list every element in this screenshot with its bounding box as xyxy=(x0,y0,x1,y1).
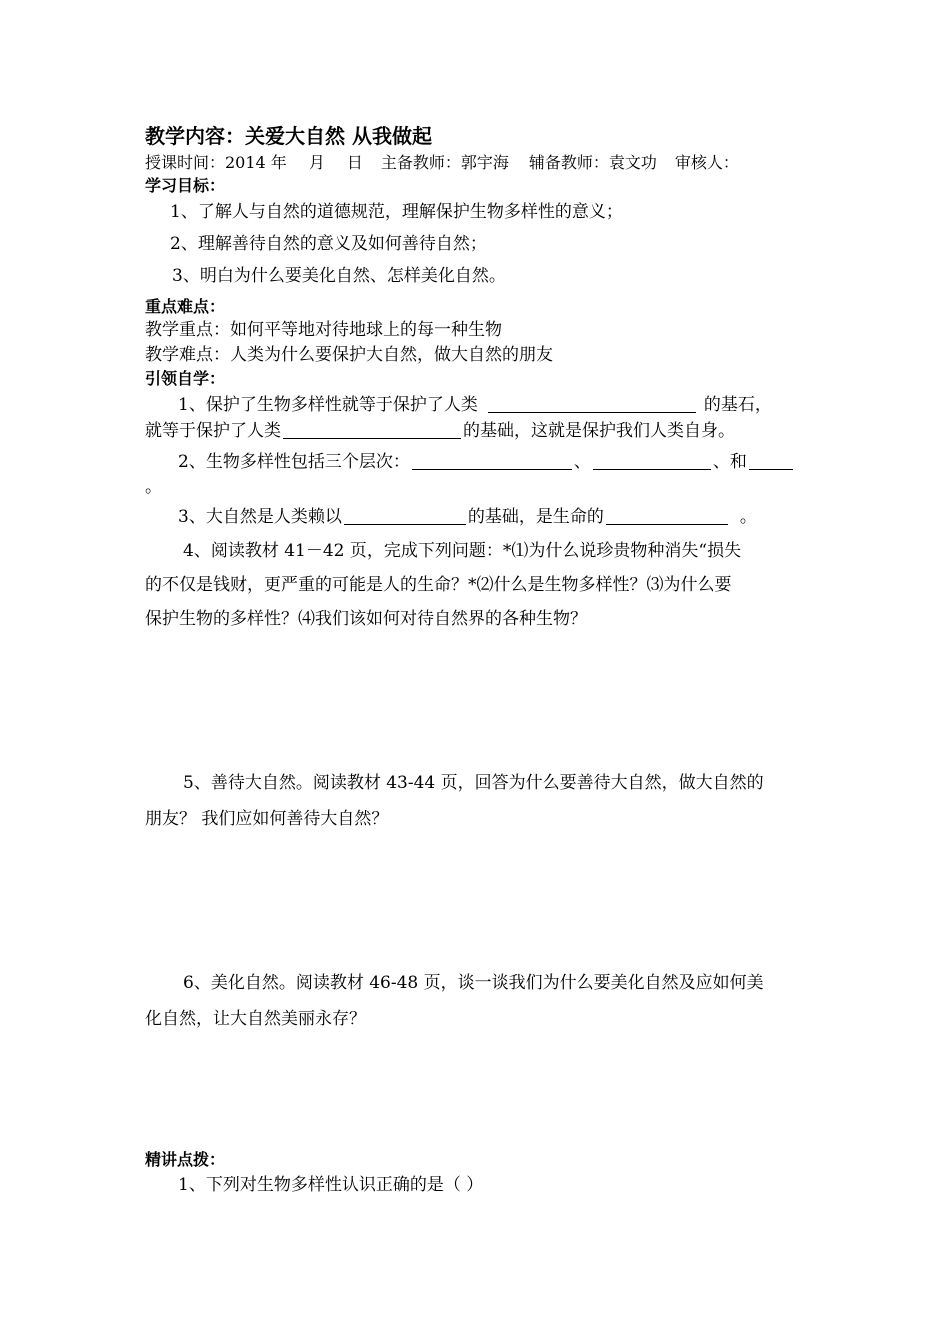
q1-blank-2[interactable] xyxy=(283,422,461,439)
meta-main-teacher: 主备教师：郭宇海 xyxy=(380,153,509,172)
q2-end: 。 xyxy=(145,477,162,497)
self-study-q5-line1: 5、善待大自然。阅读教材 43-44 页，回答为什么要善待大自然，做大自然的 xyxy=(183,773,764,793)
self-study-heading: 引领自学： xyxy=(145,369,226,388)
objectives-heading: 学习目标： xyxy=(145,176,226,195)
self-study-q1-line2 xyxy=(145,419,735,443)
meta-assist-teacher: 辅备教师：袁文功 xyxy=(528,153,657,172)
self-study-q2 xyxy=(178,450,795,474)
explain-heading: 精讲点拨： xyxy=(145,1150,226,1169)
objective-item: 1、了解人与自然的道德规范，理解保护生物多样性的意义； xyxy=(170,202,623,222)
q2-text: 2、生物多样性包括三个层次： xyxy=(178,452,410,472)
key-points-heading: 重点难点： xyxy=(145,297,226,316)
q1-text-c: 就等于保护了人类 xyxy=(145,421,281,441)
q2-blank-3[interactable] xyxy=(749,453,793,470)
self-study-q4-line3: 保护生物的多样性？⑷我们该如何对待自然界的各种生物？ xyxy=(145,609,587,629)
meta-reviewer: 审核人： xyxy=(674,153,739,172)
explain-q1: 1、下列对生物多样性认识正确的是（ ） xyxy=(178,1175,484,1195)
meta-day: 日 xyxy=(346,153,363,172)
meta-month: 月 xyxy=(308,153,325,172)
page-title: 教学内容：关爱大自然 从我做起 xyxy=(145,124,432,148)
q2-sep2: 、和 xyxy=(712,452,747,472)
q3-text-a: 3、大自然是人类赖以 xyxy=(178,507,342,527)
q1-text-b: 的基石， xyxy=(703,395,772,415)
q3-blank-2[interactable] xyxy=(606,508,728,525)
q3-text-c: 。 xyxy=(739,507,757,527)
self-study-q6-line1: 6、美化自然。阅读教材 46-48 页，谈一谈我们为什么要美化自然及应如何美 xyxy=(183,973,764,993)
q2-sep1: 、 xyxy=(573,452,591,472)
self-study-q3 xyxy=(178,505,757,529)
self-study-q4-line2: 的不仅是钱财，更严重的可能是人的生命？*⑵什么是生物多样性？⑶为什么要 xyxy=(145,575,732,595)
self-study-q1-line1 xyxy=(178,393,772,417)
self-study-q6-line2: 化自然，让大自然美丽永存？ xyxy=(145,1009,366,1029)
q1-text-a: 1、保护了生物多样性就等于保护了人类 xyxy=(178,395,478,415)
meta-line xyxy=(145,151,739,175)
q1-text-d: 的基础，这就是保护我们人类自身。 xyxy=(463,421,735,441)
teaching-focus: 教学重点：如何平等地对待地球上的每一种生物 xyxy=(145,320,502,340)
self-study-q5-line2: 朋友？ 我们应如何善待大自然？ xyxy=(145,809,389,829)
objective-item: 3、明白为什么要美化自然、怎样美化自然。 xyxy=(172,266,506,286)
objective-item: 2、理解善待自然的意义及如何善待自然； xyxy=(170,234,487,254)
meta-time: 授课时间：2014 年 xyxy=(145,153,287,172)
q1-blank-1[interactable] xyxy=(488,396,696,413)
q2-blank-1[interactable] xyxy=(412,453,572,470)
teaching-difficulty: 教学难点：人类为什么要保护大自然，做大自然的朋友 xyxy=(145,345,553,365)
q2-blank-2[interactable] xyxy=(593,453,711,470)
q3-text-b: 的基础，是生命的 xyxy=(467,507,604,527)
self-study-q4-line1: 4、阅读教材 41－42 页，完成下列问题：*⑴为什么说珍贵物种消失“损失 xyxy=(183,541,742,561)
q3-blank-1[interactable] xyxy=(344,508,466,525)
